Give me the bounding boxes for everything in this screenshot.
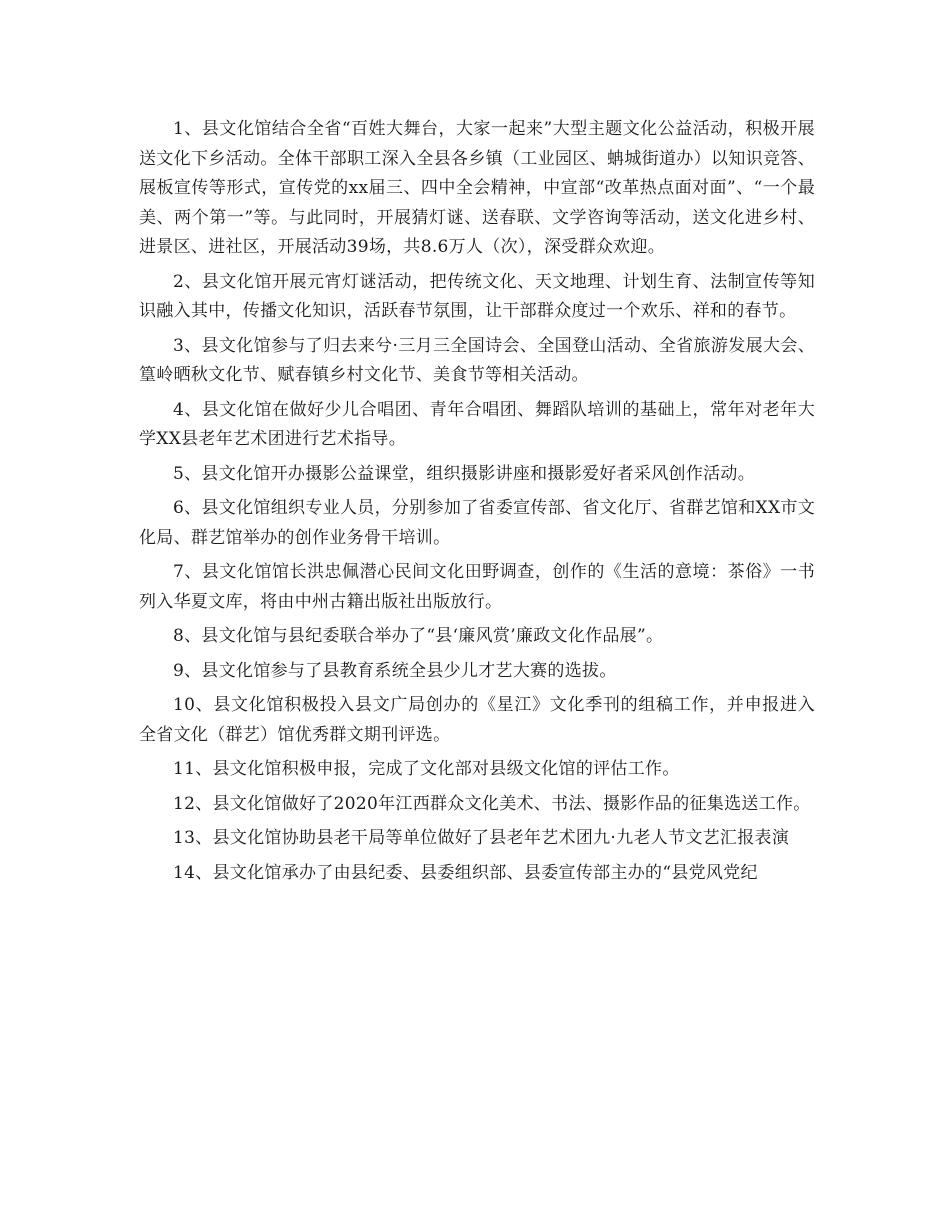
paragraph-2: 2、县文化馆开展元宵灯谜活动，把传统文化、天文地理、计划生育、法制宣传等知识融入其中，传播文化知识，活跃春节氛围，让干部群众度过一个欢乐、祥和的春节。 [139, 271, 815, 321]
paragraph-1: 1、县文化馆结合全省“百姓大舞台，大家一起来”大型主题文化公益活动，积极开展送文化下乡活动。全体干部职工深入全县各乡镇（工业园区、蚺城街道办）以知识竞答、展板宣传等形式，宣传党的xx届三、四中全会精神，中宣部“改革热点面对面”、“一个最美、两个第一”等。与此同时，开展猜灯谜、送春联、文学咨询等活动，送文化进乡村、进景区、进社区，开展活动39场，共8.6万人（次），深受群众欢迎。 [139, 119, 815, 257]
paragraph-10: 10、县文化馆积极投入县文广局创办的《星江》文化季刊的组稿工作，并申报进入全省文化（群艺）馆优秀群文期刊评选。 [139, 695, 815, 745]
paragraph-4: 4、县文化馆在做好少儿合唱团、青年合唱团、舞蹈队培训的基础上，常年对老年大学XX县老年艺术团进行艺术指导。 [139, 399, 815, 449]
paragraph-7: 7、县文化馆馆长洪忠佩潜心民间文化田野调查，创作的《生活的意境：茶俗》一书列入华夏文库，将由中州古籍出版社出版放行。 [139, 562, 815, 612]
paragraph-11: 11、县文化馆积极申报，完成了文化部对县级文化馆的评估工作。 [173, 759, 680, 779]
paragraph-12: 12、县文化馆做好了2020年江西群众文化美术、书法、摄影作品的征集选送工作。 [173, 793, 811, 814]
paragraph-13: 13、县文化馆协助县老干局等单位做好了县老年艺术团九·九老人节文艺汇报表演 [173, 828, 790, 848]
document-body [139, 115, 815, 893]
paragraph-14: 14、县文化馆承办了由县纪委、县委组织部、县委宣传部主办的“县党风党纪 [173, 862, 758, 883]
paragraph-3: 3、县文化馆参与了归去来兮·三月三全国诗会、全国登山活动、全省旅游发展大会、篁岭晒秋文化节、赋春镇乡村文化节、美食节等相关活动。 [139, 335, 815, 385]
paragraph-8: 8、县文化馆与县纪委联合举办了“县‘廉风赏’廉政文化作品展”。 [173, 626, 664, 646]
paragraph-9: 9、县文化馆参与了县教育系统全县少儿才艺大赛的选拔。 [173, 660, 617, 681]
paragraph-5: 5、县文化馆开办摄影公益课堂，组织摄影讲座和摄影爱好者采风创作活动。 [173, 463, 756, 484]
paragraph-6: 6、县文化馆组织专业人员，分别参加了省委宣传部、省文化厅、省群艺馆和XX市文化局、群艺馆举办的创作业务骨干培训。 [139, 498, 815, 548]
